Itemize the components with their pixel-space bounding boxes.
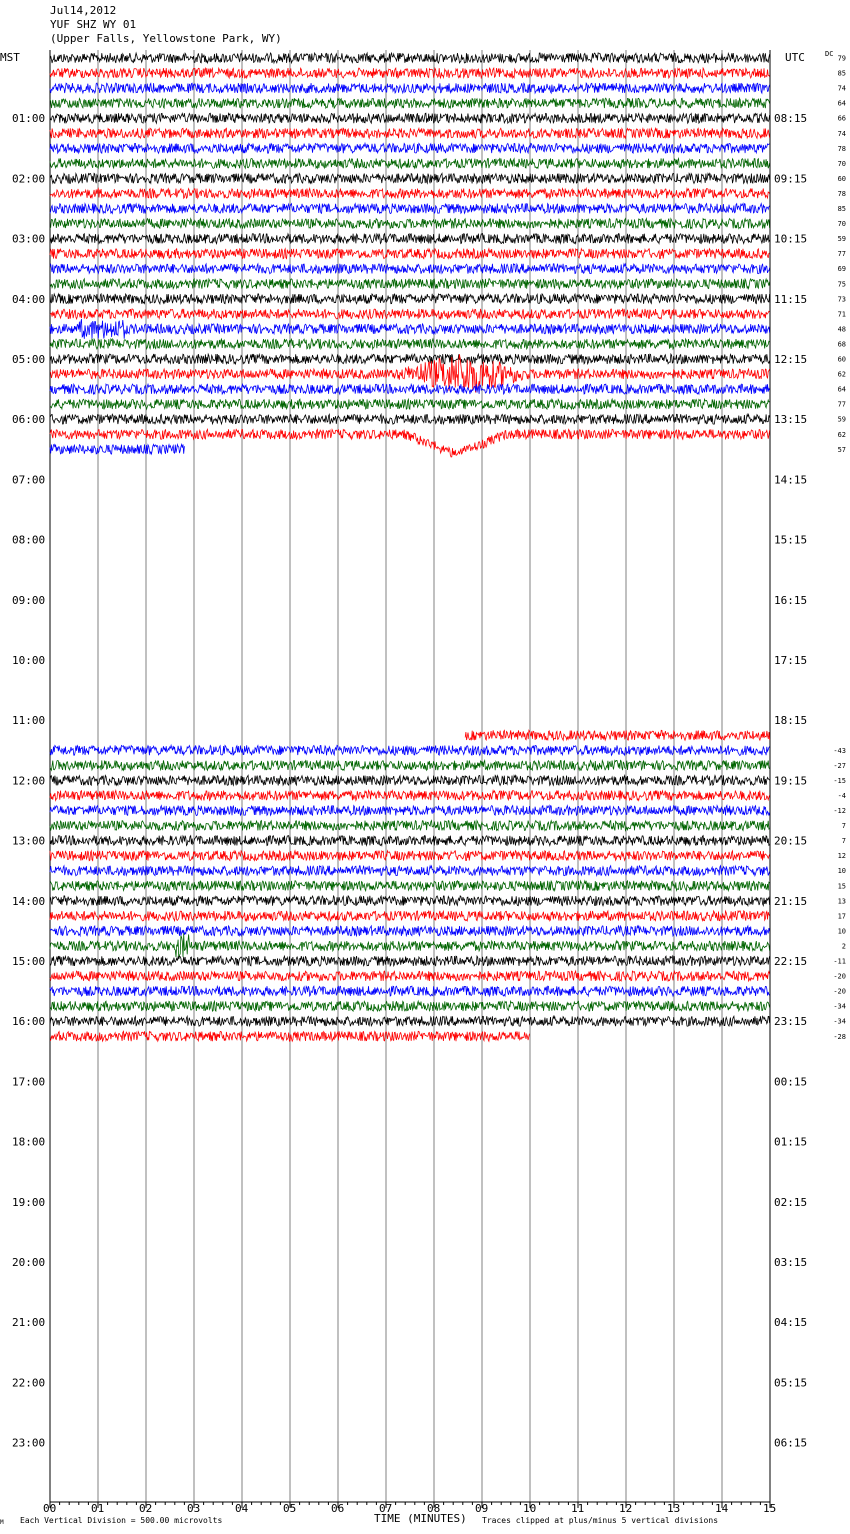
x-tick-label: 12 <box>619 1502 633 1515</box>
x-tick-label: 00 <box>43 1502 57 1515</box>
dc-offset-label: 70 <box>837 220 846 229</box>
right-hour-label: 14:15 <box>774 473 808 487</box>
trace-line <box>50 294 770 304</box>
trace-line <box>50 866 770 876</box>
x-tick-label: 08 <box>427 1502 441 1515</box>
dc-offset-label: -11 <box>833 957 846 966</box>
dc-offset-label: 73 <box>837 295 846 304</box>
right-hour-label: 12:15 <box>774 353 808 366</box>
right-hour-label: 11:15 <box>774 292 808 306</box>
station-label: YUF SHZ WY 01 <box>50 18 137 31</box>
left-hour-label: 03:00 <box>12 232 46 246</box>
dc-offset-label: -20 <box>833 987 846 996</box>
left-hour-label: 05:00 <box>12 353 46 366</box>
dc-offset-label: 66 <box>837 114 846 123</box>
left-hour-label: 01:00 <box>12 112 46 126</box>
dc-offset-label: 77 <box>837 400 846 409</box>
dc-offset-label: 85 <box>837 205 846 213</box>
left-hour-label: 22:00 <box>12 1376 46 1390</box>
dc-offset-label: 69 <box>837 265 846 274</box>
trace-line <box>50 851 770 861</box>
dc-offset-label: 12 <box>837 852 846 861</box>
left-timezone-label: MST <box>0 51 20 64</box>
right-hour-label: 21:15 <box>774 894 808 908</box>
x-tick-label: 13 <box>667 1502 681 1515</box>
scale-label: Each Vertical Division = 500.00 microvolts <box>20 1516 223 1525</box>
trace-line <box>50 791 770 801</box>
trace-line <box>50 128 770 138</box>
dc-offset-label: -43 <box>833 746 846 755</box>
trace-line <box>50 309 770 319</box>
left-hour-label: 02:00 <box>12 172 46 186</box>
right-hour-label: 17:15 <box>774 654 808 667</box>
trace-line <box>50 113 770 123</box>
seismic-traces <box>50 53 770 1041</box>
trace-line <box>50 143 770 153</box>
dc-header-label: DC <box>825 50 834 58</box>
dc-offset-label: 74 <box>837 129 846 138</box>
x-tick-label: 04 <box>235 1502 249 1515</box>
dc-offset-label: -4 <box>837 791 846 800</box>
trace-line <box>50 926 770 936</box>
left-hour-label: 14:00 <box>12 894 46 908</box>
dc-offset-label: 78 <box>837 189 846 198</box>
x-tick-label: 07 <box>379 1502 393 1515</box>
x-tick-label: 11 <box>571 1502 585 1515</box>
x-tick-label: 01 <box>91 1502 105 1515</box>
clip-label: Traces clipped at plus/minus 5 vertical divisions <box>482 1516 719 1525</box>
trace-line <box>50 414 770 424</box>
trace-line <box>50 775 770 785</box>
dc-offset-label: 71 <box>837 310 846 319</box>
trace-line <box>50 249 770 259</box>
right-hour-label: 00:15 <box>774 1075 808 1089</box>
right-hour-label: 23:15 <box>774 1015 808 1029</box>
right-hour-label: 13:15 <box>774 413 808 427</box>
trace-line <box>50 53 770 63</box>
trace-line <box>50 264 770 274</box>
x-tick-label: 02 <box>139 1502 153 1515</box>
location-label: (Upper Falls, Yellowstone Park, WY) <box>50 32 282 45</box>
right-hour-label: 16:15 <box>774 593 808 607</box>
dc-offset-label: 57 <box>837 445 846 454</box>
trace-line <box>50 933 770 959</box>
right-hour-label: 02:15 <box>774 1195 808 1209</box>
right-hour-label: 04:15 <box>774 1316 808 1330</box>
x-tick-label: 06 <box>331 1502 345 1515</box>
trace-line <box>465 730 770 740</box>
right-hour-label: 10:15 <box>774 232 808 246</box>
trace-line <box>50 444 184 454</box>
dc-offset-label: 79 <box>837 54 846 63</box>
dc-offset-label: -34 <box>833 1017 846 1026</box>
dc-offset-label: 48 <box>837 325 846 334</box>
dc-offset-label: 2 <box>841 942 846 951</box>
right-hour-label: 09:15 <box>774 172 808 186</box>
dc-offset-label: 7 <box>841 822 846 831</box>
dc-offset-label: 77 <box>837 250 846 259</box>
dc-offset-label: 64 <box>837 99 846 108</box>
dc-offset-label: 75 <box>837 280 846 289</box>
trace-line <box>50 760 770 770</box>
right-timezone-label: UTC <box>785 51 805 64</box>
right-hour-label: 05:15 <box>774 1376 808 1390</box>
left-hour-label: 18:00 <box>12 1135 46 1149</box>
left-hour-label: 16:00 <box>12 1015 46 1029</box>
dc-offset-label: -28 <box>833 1032 846 1041</box>
dc-offset-label: 59 <box>837 235 846 244</box>
x-tick-label: 15 <box>763 1502 777 1515</box>
dc-offset-label: 60 <box>837 174 846 183</box>
date-label: Jul14,2012 <box>50 4 117 17</box>
corner-label: M <box>0 1519 4 1526</box>
trace-line <box>50 896 770 906</box>
trace-line <box>50 339 770 349</box>
x-tick-label: 05 <box>283 1502 297 1515</box>
trace-line <box>50 986 770 996</box>
left-hour-label: 19:00 <box>12 1195 46 1209</box>
dc-offset-label: 74 <box>837 84 846 93</box>
trace-line <box>50 429 770 457</box>
trace-line <box>50 68 770 78</box>
left-hour-label: 11:00 <box>12 714 46 728</box>
dc-offset-label: -27 <box>833 761 846 770</box>
left-hour-label: 12:00 <box>12 774 46 788</box>
dc-offset-label: 62 <box>837 370 846 379</box>
right-hour-label: 01:15 <box>774 1135 808 1149</box>
trace-line <box>50 1001 770 1011</box>
left-hour-label: 15:00 <box>12 955 46 968</box>
dc-offset-label: 62 <box>837 430 846 439</box>
dc-offset-label: 85 <box>837 69 846 78</box>
trace-line <box>50 98 770 108</box>
x-tick-label: 03 <box>187 1502 201 1515</box>
x-tick-label: 10 <box>523 1502 537 1515</box>
dc-offset-label: 13 <box>837 897 846 906</box>
left-hour-label: 23:00 <box>12 1436 46 1450</box>
trace-line <box>50 956 770 966</box>
dc-offset-label: 17 <box>837 912 846 921</box>
dc-offset-label: 70 <box>837 159 846 168</box>
trace-line <box>50 399 770 409</box>
dc-offset-label: -12 <box>833 807 846 815</box>
left-hour-label: 20:00 <box>12 1256 46 1269</box>
left-hour-label: 17:00 <box>12 1075 46 1089</box>
left-hour-label: 04:00 <box>12 292 46 306</box>
dc-offset-label: 78 <box>837 144 846 153</box>
left-hour-label: 21:00 <box>12 1316 46 1330</box>
trace-line <box>50 204 770 214</box>
trace-line <box>50 219 770 229</box>
dc-offset-label: -20 <box>833 972 846 981</box>
dc-offset-label: 60 <box>837 355 846 364</box>
trace-line <box>50 911 770 921</box>
trace-line <box>50 158 770 168</box>
dc-offset-label: 10 <box>837 867 846 876</box>
trace-line <box>50 836 770 846</box>
dc-offset-label: -15 <box>833 776 846 785</box>
trace-line <box>50 83 770 93</box>
right-hour-label: 20:15 <box>774 834 808 848</box>
trace-line <box>50 354 770 364</box>
trace-line <box>50 1016 770 1026</box>
dc-offset-label: 7 <box>841 837 846 846</box>
right-hour-label: 18:15 <box>774 714 808 728</box>
right-hour-label: 03:15 <box>774 1256 808 1269</box>
x-tick-label: 09 <box>475 1502 489 1515</box>
left-hour-label: 10:00 <box>12 654 46 667</box>
right-hour-label: 08:15 <box>774 112 808 126</box>
right-hour-label: 15:15 <box>774 533 808 547</box>
trace-line <box>50 173 770 183</box>
trace-line <box>50 881 770 891</box>
left-hour-label: 13:00 <box>12 834 46 848</box>
right-hour-label: 19:15 <box>774 774 808 788</box>
right-hour-label: 06:15 <box>774 1436 808 1450</box>
left-hour-label: 06:00 <box>12 413 46 427</box>
trace-line <box>50 189 770 199</box>
dc-offset-label: 10 <box>837 927 846 936</box>
dc-offset-label: 64 <box>837 385 846 394</box>
trace-line <box>50 384 770 394</box>
left-hour-label: 07:00 <box>12 473 46 487</box>
left-hour-label: 08:00 <box>12 533 46 547</box>
trace-line <box>50 745 770 755</box>
trace-line <box>50 806 770 816</box>
trace-line <box>50 234 770 244</box>
dc-offset-label: 59 <box>837 415 846 424</box>
trace-line <box>50 971 770 981</box>
x-tick-label: 14 <box>715 1502 729 1515</box>
trace-line <box>50 319 770 339</box>
x-axis-title: TIME (MINUTES) <box>374 1512 467 1525</box>
dc-offset-label: -34 <box>833 1002 846 1011</box>
trace-line <box>50 821 770 831</box>
dc-offset-label: 15 <box>837 882 846 891</box>
right-hour-label: 22:15 <box>774 955 808 968</box>
dc-offset-label: 68 <box>837 340 846 349</box>
trace-line <box>50 279 770 289</box>
left-hour-label: 09:00 <box>12 593 46 607</box>
